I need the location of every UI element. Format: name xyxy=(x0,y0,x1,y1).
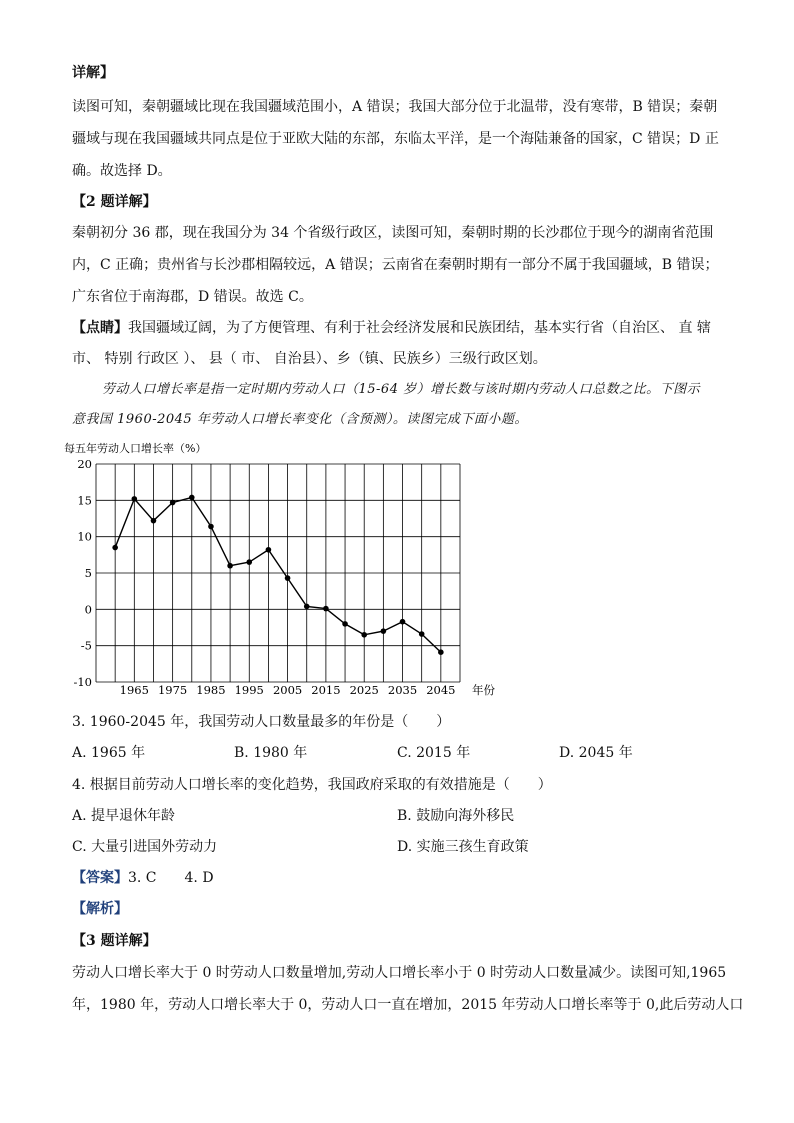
paragraph-line: 年，1980 年，劳动人口增长率大于 0，劳动人口一直在增加，2015 年劳动人口增长率等于 0,此后劳动人口 xyxy=(72,997,744,1013)
x-tick-label: 2035 xyxy=(387,683,418,697)
data-point xyxy=(227,563,233,569)
data-point xyxy=(381,628,387,634)
q4-option-a[interactable]: A. 提早退休年龄 xyxy=(72,808,176,824)
x-tick-label: 2045 xyxy=(426,683,456,697)
data-point xyxy=(170,500,176,506)
x-axis-title: 年份 xyxy=(472,683,495,697)
data-point xyxy=(151,518,157,524)
series-line xyxy=(115,497,441,652)
q4-option-b[interactable]: B. 鼓励向海外移民 xyxy=(397,808,515,824)
intro-line-1: 劳动人口增长率是指一定时期内劳动人口（15-64 岁）增长数与该时期内劳动人口总数之比。下图示 xyxy=(102,382,701,397)
y-tick-label: -5 xyxy=(80,638,92,653)
data-point xyxy=(304,604,310,610)
section-heading-detail: 详解】 xyxy=(72,65,114,81)
y-tick-labels xyxy=(73,457,92,689)
labor-growth-chart xyxy=(60,436,500,700)
x-tick-label: 1995 xyxy=(234,683,264,697)
data-point xyxy=(438,649,444,655)
data-point xyxy=(246,559,252,565)
x-tick-label: 1975 xyxy=(157,683,188,697)
x-tick-labels xyxy=(120,683,456,697)
question-3-stem: 3. 1960-2045 年，我国劳动人口数量最多的年份是（ ） xyxy=(72,714,451,730)
dianjing-line-1 xyxy=(72,319,711,337)
answer-text: 3. C 4. D xyxy=(128,870,214,886)
data-point xyxy=(208,524,214,530)
x-tick-label: 1985 xyxy=(196,683,226,697)
data-point xyxy=(285,575,291,581)
data-point xyxy=(400,619,406,625)
data-point xyxy=(112,545,118,551)
q3-option-d[interactable]: D. 2045 年 xyxy=(559,745,633,761)
data-point xyxy=(342,621,348,627)
q3-option-c[interactable]: C. 2015 年 xyxy=(397,745,471,761)
data-point xyxy=(361,632,367,638)
y-tick-label: 10 xyxy=(77,529,92,544)
data-point xyxy=(266,547,272,553)
data-point xyxy=(323,606,329,612)
paragraph-line: 读图可知，秦朝疆域比现在我国疆域范围小，A 错误；我国大部分位于北温带，没有寒带，B 错误；秦朝 xyxy=(72,99,718,115)
paragraph-line: 内，C 正确；贵州省与长沙郡相隔较远，A 错误；云南省在秦朝时期有一部分不属于我国疆域，B 错误； xyxy=(72,257,719,273)
data-point xyxy=(419,631,425,637)
paragraph-line: 广东省位于南海郡，D 错误。故选 C。 xyxy=(72,289,313,305)
dianjing-line-2: 市、 特别 行政区 ）、 县（ 市、 自治县）、乡（镇、民族乡）三级行政区划。 xyxy=(72,351,547,367)
y-tick-label: -10 xyxy=(73,675,92,689)
x-tick-label: 2015 xyxy=(311,683,341,697)
y-tick-label: 15 xyxy=(77,493,92,508)
paragraph-line: 劳动人口增长率大于 0 时劳动人口数量增加,劳动人口增长率小于 0 时劳动人口数量减少。读图可知,1965 xyxy=(72,965,727,981)
analysis-tag: 【解析】 xyxy=(72,901,128,917)
q4-option-c[interactable]: C. 大量引进国外劳动力 xyxy=(72,839,218,855)
x-tick-label: 1965 xyxy=(119,683,149,697)
dianjing-text: 我国疆域辽阔，为了方便管理、有利于社会经济发展和民族团结，基本实行省（自治区、 直 辖 xyxy=(128,320,711,336)
q4-option-d[interactable]: D. 实施三孩生育政策 xyxy=(397,839,529,855)
paragraph-line: 确。故选择 D。 xyxy=(72,163,172,179)
q3-option-b[interactable]: B. 1980 年 xyxy=(234,745,308,761)
answer-tag: 【答案】 xyxy=(72,870,128,886)
y-tick-label: 20 xyxy=(77,457,92,471)
chart-grid xyxy=(96,464,460,682)
q3-option-a[interactable]: A. 1965 年 xyxy=(72,745,146,761)
y-tick-label: 0 xyxy=(84,602,92,617)
paragraph-line: 疆域与现在我国疆域共同点是位于亚欧大陆的东部，东临太平洋，是一个海陆兼备的国家，C 错误；D 正 xyxy=(72,131,719,147)
y-tick-label: 5 xyxy=(84,566,92,580)
y-axis-title: 每五年劳动人口增长率（%） xyxy=(64,442,207,455)
section-heading-q2: 【2 题详解】 xyxy=(72,194,157,210)
dianjing-tag: 【点睛】 xyxy=(72,320,128,336)
answer-line xyxy=(72,869,214,887)
data-point xyxy=(132,496,138,502)
x-tick-label: 2005 xyxy=(272,683,303,697)
section-heading-q3: 【3 题详解】 xyxy=(72,933,157,949)
data-points xyxy=(112,495,443,655)
paragraph-line: 秦朝初分 36 郡，现在我国分为 34 个省级行政区，读图可知，秦朝时期的长沙郡位于现今的湖南省范围 xyxy=(72,225,714,241)
x-tick-label: 2025 xyxy=(349,683,379,697)
data-point xyxy=(189,495,195,501)
question-4-stem: 4. 根据目前劳动人口增长率的变化趋势，我国政府采取的有效措施是（ ） xyxy=(72,777,552,793)
intro-line-2: 意我国 1960-2045 年劳动人口增长率变化（含预测）。读图完成下面小题。 xyxy=(72,412,528,427)
